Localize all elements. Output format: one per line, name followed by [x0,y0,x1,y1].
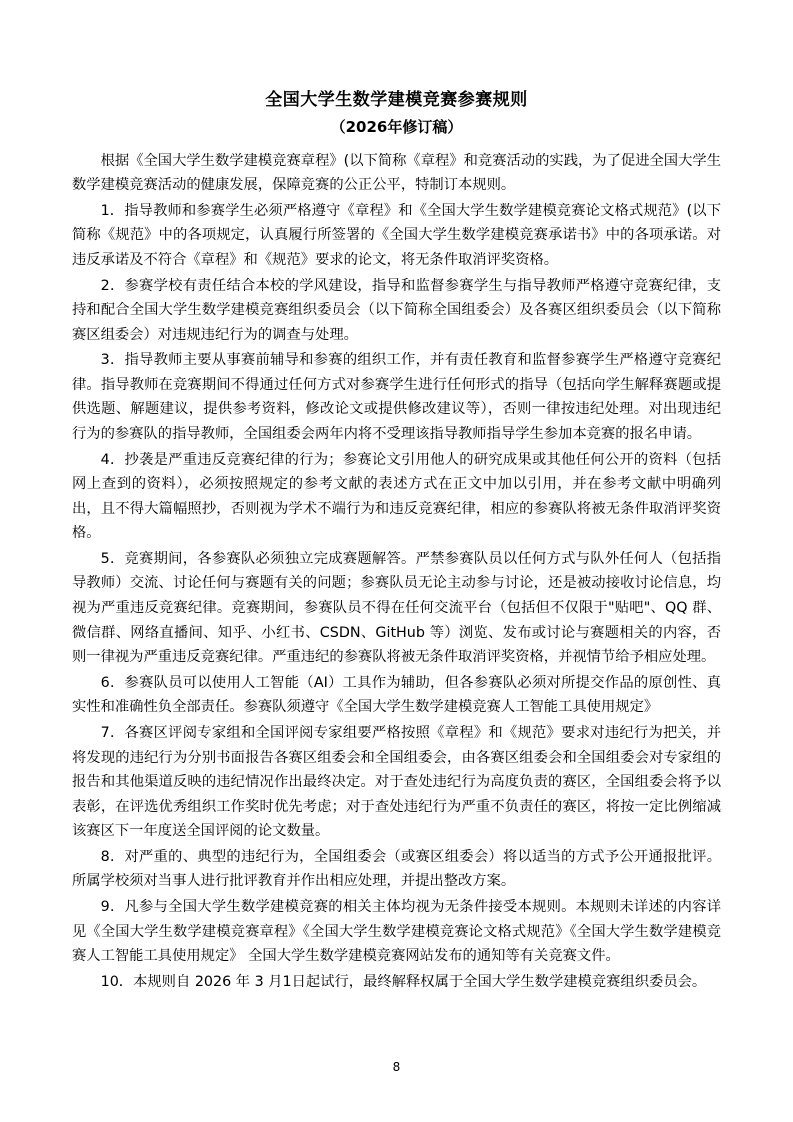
paragraph: 5．竞赛期间，各参赛队必须独立完成赛题解答。严禁参赛队员以任何方式与队外任何人（包括指导教师）交流、讨论任何与赛题有关的问题；参赛队员无论主动参与讨论，还是被动接收讨论信息，均视为严重违反竞赛纪律。竞赛期间，参赛队员不得在任何交流平台（包括但不仅限于"贴吧"、QQ 群、微信群、网络直播间、知乎、小红书、CSDN、GitHub 等）浏览、发布或讨论与赛题相关的内容，否则一律视为严重违反竞赛纪律。严重违纪的参赛队将被无条件取消评奖资格，并视情节给予相应处理。 [72,550,721,666]
paragraph: 3．指导教师主要从事赛前辅导和参赛的组织工作，并有责任教育和监督参赛学生严格遵守竞赛纪律。指导教师在竞赛期间不得通过任何方式对参赛学生进行任何形式的指导（包括向学生解释赛题或提供选题、解题建议，提供参考资料，修改论文或提供修改建议等），否则一律按违纪处理。对出现违纪行为的参赛队的指导教师，全国组委会两年内将不受理该指导教师指导学生参加本竞赛的报名申请。 [72,352,721,442]
paragraph: 9．凡参与全国大学生数学建模竞赛的相关主体均视为无条件接受本规则。本规则未详述的内容详见《全国大学生数学建模竞赛章程》《全国大学生数学建模竞赛论文格式规范》《全国大学生数学建模竞赛人工智能工具使用规定》 全国大学生数学建模竞赛网站发布的通知等有关竞赛文件。 [72,898,721,965]
paragraph: 6．参赛队员可以使用人工智能（AI）工具作为辅助，但各参赛队必须对所提交作品的原创性、真实性和准确性负全部责任。参赛队须遵守《全国大学生数学建模竞赛人工智能工具使用规定》 [72,674,721,716]
paragraph: 4．抄袭是严重违反竞赛纪律的行为；参赛论文引用他人的研究成果或其他任何公开的资料（包括网上查到的资料），必须按照规定的参考文献的表述方式在正文中加以引用，并在参考文献中明确列出，且不得大篇幅照抄，否则视为学术不端行为和违反竞赛纪律，相应的参赛队将被无条件取消评奖资格。 [72,451,721,542]
page-title: 全国大学生数学建模竞赛参赛规则 [265,90,528,110]
paragraph: 2．参赛学校有责任结合本校的学风建设，指导和监督参赛学生与指导教师严格遵守竞赛纪律，支持和配合全国大学生数学建模竞赛组织委员会（以下简称全国组委会）及各赛区组织委员会（以下简称赛区组委会）对违规违纪行为的调查与处理。 [72,277,721,343]
page-subtitle: （2026年修订稿） [330,117,463,136]
paragraph: 根据《全国大学生数学建模竞赛章程》(以下简称《章程》和竞赛活动的实践，为了促进全国大学生数学建模竞赛活动的健康发展，保障竞赛的公正公平，特制订本规则。 [72,152,721,194]
paragraph: 1．指导教师和参赛学生必须严格遵守《章程》和《全国大学生数学建模竞赛论文格式规范》(以下简称《规范》中的各项规定，认真履行所签署的《全国大学生数学建模竞赛承诺书》中的各项承诺。对违反承诺及不符合《章程》和《规范》要求的论文，将无条件取消评奖资格。 [72,202,721,268]
page-number: 8 [392,1060,401,1074]
document-body [72,149,721,995]
paragraph: 7．各赛区评阅专家组和全国评阅专家组要严格按照《章程》和《规范》要求对违纪行为把关，并将发现的违纪行为分别书面报告各赛区组委会和全国组委会，由各赛区组委会和全国组委会对专家组的报告和其他渠道反映的违纪情况作出最终决定。对于查处违纪行为高度负责的赛区，全国组委会将予以表彰，在评选优秀组织工作奖时优先考虑；对于查处违纪行为严重不负责任的赛区，将按一定比例缩减该赛区下一年度送全国评阅的论文数量。 [72,724,721,840]
paragraph: 10．本规则自 2026 年 3 月1日起试行，最终解释权属于全国大学生数学建模竞赛组织委员会。 [100,973,707,990]
paragraph: 8．对严重的、典型的违纪行为，全国组委会（或赛区组委会）将以适当的方式予公开通报批评。所属学校须对当事人进行批评教育并作出相应处理，并提出整改方案。 [72,848,721,890]
